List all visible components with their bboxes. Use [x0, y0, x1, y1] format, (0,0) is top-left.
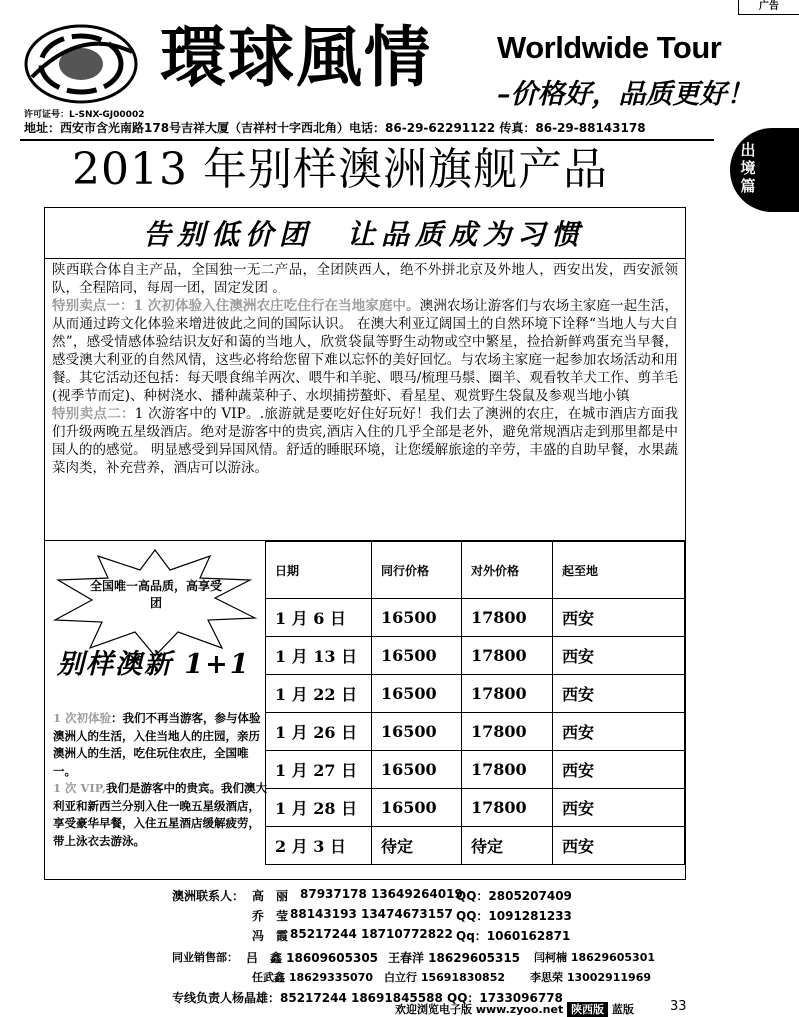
cell-retail-price: 待定 — [462, 827, 553, 865]
edition-badge: 陕西版 — [567, 1002, 608, 1017]
contact-qq: QQ：2805207409 — [456, 889, 572, 903]
special-contact: 专线负责人杨晶雄：85217244 18691845588 QQ：1733096778 — [172, 991, 563, 1005]
cell-departure: 西安 — [553, 599, 685, 637]
brand-slogan: –价格好，品质更好！ — [497, 79, 754, 110]
col-date: 日期 — [266, 542, 372, 599]
cell-trade-price: 16500 — [372, 751, 462, 789]
cell-departure: 西安 — [553, 637, 685, 675]
footer-strip — [395, 1001, 634, 1017]
sales-contact: 李思荣 13002911969 — [530, 971, 652, 984]
highlight1-label: 1 次初体验 — [53, 711, 112, 725]
address-line: 地址：西安市含光南路178号吉祥大厦（吉祥村十字西北角）电话：86-29-62291122 传真：86-29-88143178 — [24, 121, 646, 135]
cell-date: 1 月 13 日 — [266, 637, 372, 675]
cell-trade-price: 16500 — [372, 675, 462, 713]
cell-departure: 西安 — [553, 827, 685, 865]
contact-phones: 88143193 13474673157 — [290, 907, 453, 921]
table-row — [266, 751, 685, 789]
contact-phones: 87937178 13649264019 — [300, 887, 463, 901]
table-row — [266, 789, 685, 827]
contact-qq: QQ：1091281233 — [456, 909, 572, 923]
table-row — [266, 827, 685, 865]
cell-date: 1 月 27 日 — [266, 751, 372, 789]
slogan-heading: 告别低价团 让品质成为习惯 — [142, 218, 585, 251]
contact-phones: 85217244 18710772822 — [290, 927, 453, 941]
footer-website[interactable]: 欢迎浏览电子版 www.zyoo.net — [395, 1003, 564, 1016]
table-row — [266, 599, 685, 637]
product-highlights — [53, 710, 267, 850]
cell-retail-price: 17800 — [462, 713, 553, 751]
point2-label: 特别卖点二： — [52, 406, 135, 422]
aus-contacts-label: 澳洲联系人： — [172, 889, 245, 903]
globe-logo-icon — [22, 22, 140, 106]
divider — [44, 258, 685, 259]
highlight2-text: 我们是游客中的贵宾。我们澳大利亚和新西兰分别入住一晚五星级酒店，享受豪华早餐，入住五星酒店缓解疲劳，带上泳衣去游泳。 — [53, 781, 267, 848]
page-number: 33 — [670, 999, 687, 1014]
table-row — [266, 675, 685, 713]
contact-name: 乔 莹 — [252, 909, 289, 923]
intro-text: 陕西联合体自主产品，全国独一无二产品，全团陕西人，绝不外拼北京及外地人，西安出发，西安派领队，全程陪同，每周一团，固定发团 。 — [52, 262, 678, 296]
table-row — [266, 713, 685, 751]
contact-name: 冯 霞 — [252, 929, 289, 943]
cell-retail-price: 17800 — [462, 599, 553, 637]
side-tab-label: 出境篇 — [740, 141, 756, 195]
cell-departure: 西安 — [553, 751, 685, 789]
sales-contact: 吕 鑫 18609605305 — [246, 951, 379, 965]
point1-text: 澳洲农场让游客们与农场主家庭一起生活，从而通过跨文化体验来增进彼此之间的国际认识。 在澳大利亚辽阔国土的自然环境下诠释“当地人与大自然”，感受情感体验结识友好和蔼的当地人，欣赏袋鼠等野生动物或空中繁星，捡拾新鲜鸡蛋充当早餐，感受澳大利亚的自然风情，这些必将给您留下难以忘怀的美好回忆。与农场主家庭一起参加农场活动和用餐。其它活动还包括：每天喂食绵羊两次、喂牛和羊驼、喂马/梳理马鬃、圈羊、观看牧羊犬工作、剪羊毛(视季节而定)、种树浇水、播种蔬菜种子、水坝捕捞螯虾、看星星、观赏野生袋鼠及参观当地小镇 — [52, 298, 679, 404]
col-departure: 起至地 — [553, 542, 685, 599]
table-row — [266, 637, 685, 675]
ad-tag: 广告 — [738, 0, 799, 15]
highlight2-label: 1 次 VIP, — [53, 781, 106, 795]
cell-retail-price: 17800 — [462, 751, 553, 789]
price-table — [265, 541, 685, 865]
license-number: 许可证号：L-SNX-GJ00002 — [24, 110, 145, 120]
sales-contact: 王春洋 18629605315 — [388, 951, 521, 965]
cell-departure: 西安 — [553, 713, 685, 751]
cell-departure: 西安 — [553, 675, 685, 713]
sales-contact: 白立行 15691830852 — [384, 971, 506, 984]
col-trade-price: 同行价格 — [372, 542, 462, 599]
version-label: 蓝版 — [611, 1003, 634, 1016]
brand-name-zh: 環球風情 — [160, 19, 432, 96]
cell-trade-price: 16500 — [372, 637, 462, 675]
cell-trade-price: 16500 — [372, 789, 462, 827]
cell-departure: 西安 — [553, 789, 685, 827]
product-name: 别样澳新 1+1 — [57, 649, 251, 680]
cell-retail-price: 17800 — [462, 789, 553, 827]
cell-retail-price: 17800 — [462, 637, 553, 675]
contact-qq: Qq：1060162871 — [456, 929, 571, 943]
table-header-row — [266, 542, 685, 599]
point1-highlight: 1 次初体验入住澳洲农庄吃住行在当地家庭中。 — [133, 298, 420, 314]
sales-contact: 任武鑫 18629335070 — [252, 971, 374, 984]
cell-trade-price: 16500 — [372, 713, 462, 751]
product-description — [52, 261, 678, 477]
cell-trade-price: 16500 — [372, 599, 462, 637]
sales-label: 同业销售部： — [172, 951, 238, 964]
highlight1-text: ：我们不再当游客，参与体验澳洲人的生活，入住当地人的庄园，亲历澳洲人的生活，吃住玩住农庄，全国唯一。 — [53, 711, 261, 778]
page-title: 2013 年别样澳洲旗舰产品 — [72, 144, 608, 195]
col-retail-price: 对外价格 — [462, 542, 553, 599]
brand-name-en: Worldwide Tour — [497, 30, 722, 65]
cell-date: 1 月 28 日 — [266, 789, 372, 827]
cell-date: 1 月 26 日 — [266, 713, 372, 751]
contact-name: 高 丽 — [252, 889, 289, 903]
cell-date: 1 月 6 日 — [266, 599, 372, 637]
cell-date: 1 月 22 日 — [266, 675, 372, 713]
sales-contact: 闫柯楠 18629605301 — [534, 951, 656, 964]
cell-trade-price: 待定 — [372, 827, 462, 865]
cell-retail-price: 17800 — [462, 675, 553, 713]
point2-text: 1 次游客中的 VIP。.旅游就是要吃好住好玩好！我们去了澳洲的农庄，在城市酒店方面我们升级两晚五星级酒店。绝对是游客中的贵宾,酒店入住的几乎全部是老外，避免常规酒店走到那里都是中国人的的感觉。 明显感受到异国风情。舒适的睡眠环境，让您缓解旅途的辛劳，丰盛的自助早餐，水果蔬菜肉类，补充营养，酒店可以游泳。 — [52, 406, 678, 476]
cell-date: 2 月 3 日 — [266, 827, 372, 865]
star-badge-text: 全国唯一高品质，高享受团 — [89, 579, 222, 610]
point1-label: 特别卖点一： — [52, 298, 134, 314]
